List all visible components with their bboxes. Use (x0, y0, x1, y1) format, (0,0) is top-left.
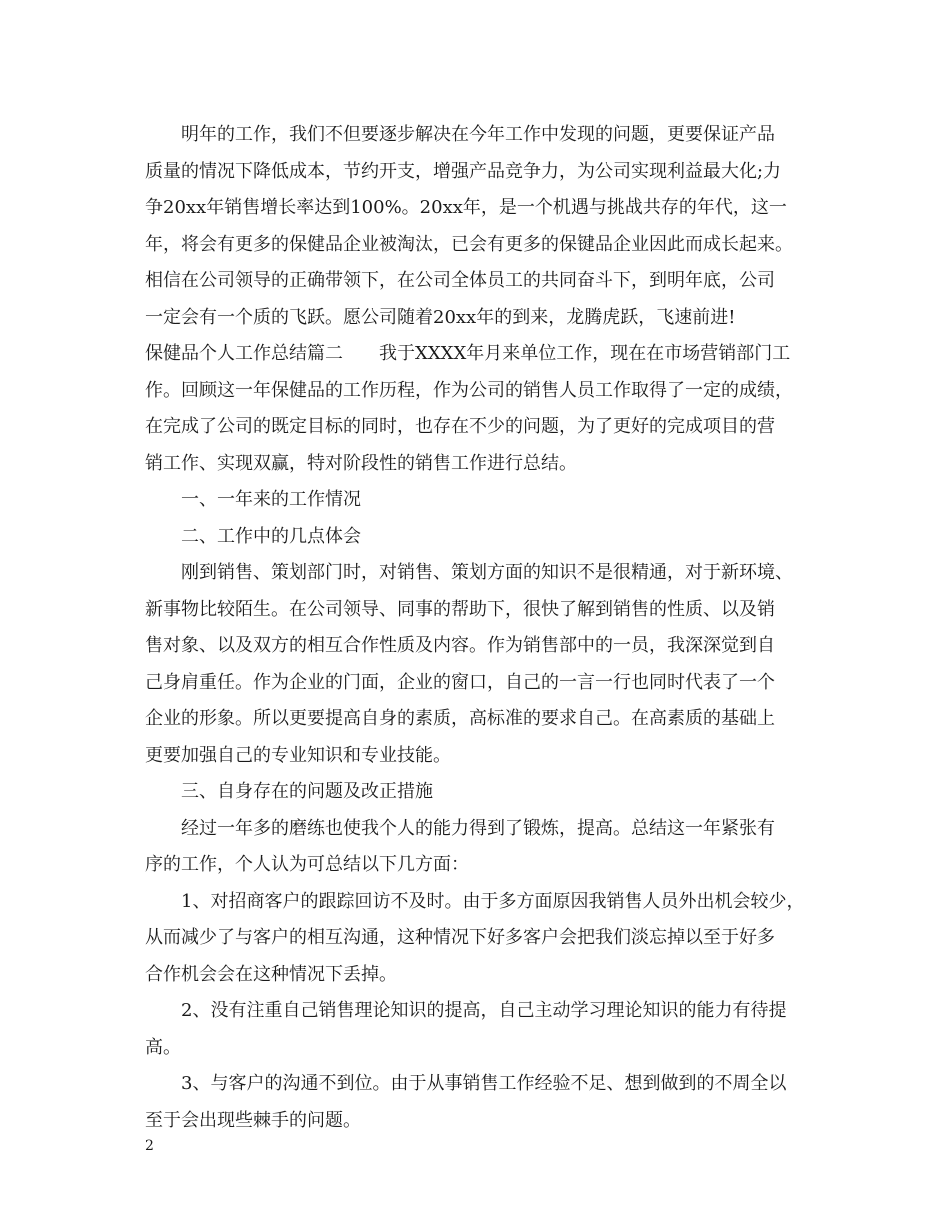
list-item-line: 1、对招商客户的跟踪回访不及时。由于多方面原因我销售人员外出机会较少， (181, 890, 805, 912)
paragraph-line: 企业的形象。所以更要提高自身的素质，高标准的要求自己。在高素质的基础上 (145, 708, 775, 729)
list-item-line: 3、与客户的沟通不到位。由于从事销售工作经验不足、想到做到的不周全以 (181, 1073, 787, 1094)
paragraph-line: 新事物比较陌生。在公司领导、同事的帮助下，很快了解到销售的性质、以及销 (145, 598, 775, 620)
paragraph-line: 刚到销售、策划部门时，对销售、策划方面的知识不是很精通，对于新环境、 (181, 562, 793, 583)
list-item-line: 至于会出现些棘手的问题。 (145, 1109, 361, 1131)
paragraph-line: 作。回顾这一年保健品的工作历程，作为公司的销售人员工作取得了一定的成绩， (145, 379, 793, 401)
list-item-line: 高。 (145, 1036, 181, 1058)
subheading-line: 一、一年来的工作情况 (181, 489, 361, 510)
paragraph-line: 己身肩重任。作为企业的门面，企业的窗口，自己的一言一行也同时代表了一个 (145, 671, 775, 693)
subheading-line: 三、自身存在的问题及改正措施 (181, 781, 433, 802)
paragraph-line: 经过一年多的磨练也使我个人的能力得到了锻炼，提高。总结这一年紧张有 (181, 817, 775, 839)
page-number: 2 (145, 1138, 154, 1154)
subheading-line: 二、工作中的几点体会 (181, 525, 361, 547)
paragraph-line: 年，将会有更多的保健品企业被淘汰，已会有更多的保键品企业因此而成长起来。 (145, 233, 793, 255)
section-heading-line (145, 336, 810, 373)
section-intro-text: 我于XXXX年月来单位工作，现在在市场营销部门工 (379, 343, 791, 364)
paragraph-line: 售对象、以及双方的相互合作性质及内容。作为销售部中的一员，我深深觉到自 (145, 635, 775, 656)
paragraph-line: 明年的工作，我们不但要逐步解决在今年工作中发现的问题，更要保证产品 (181, 124, 775, 145)
paragraph-line: 更要加强自己的专业知识和专业技能。 (145, 744, 451, 766)
document-body (145, 117, 810, 1139)
paragraph-line: 销工作、实现双赢，特对阶段性的销售工作进行总结。 (145, 452, 577, 474)
list-item-line: 从而减少了与客户的相互沟通，这种情况下好多客户会把我们淡忘掉以至于好多 (145, 927, 775, 948)
paragraph-line: 争20xx年销售增长率达到100%。20xx年，是一个机遇与挑战共存的年代，这一 (145, 197, 787, 218)
paragraph-line: 在完成了公司的既定目标的同时，也存在不少的问题，为了更好的完成项目的营 (145, 416, 775, 437)
list-item-line: 合作机会会在这种情况下丢掉。 (145, 963, 397, 985)
paragraph-line: 序的工作，个人认为可总结以下几方面： (145, 854, 469, 875)
paragraph-line: 一定会有一个质的飞跃。愿公司随着20xx年的到来，龙腾虎跃，飞速前进! (145, 306, 736, 328)
list-item-line: 2、没有注重自己销售理论知识的提高，自己主动学习理论知识的能力有待提 (181, 1000, 787, 1021)
paragraph-line: 质量的情况下降低成本，节约开支，增强产品竞争力，为公司实现利益最大化;力 (145, 160, 782, 182)
paragraph-line: 相信在公司领导的正确带领下，在公司全体员工的共同奋斗下，到明年底，公司 (145, 270, 775, 291)
section-title: 保健品个人工作总结篇二 (145, 343, 343, 364)
